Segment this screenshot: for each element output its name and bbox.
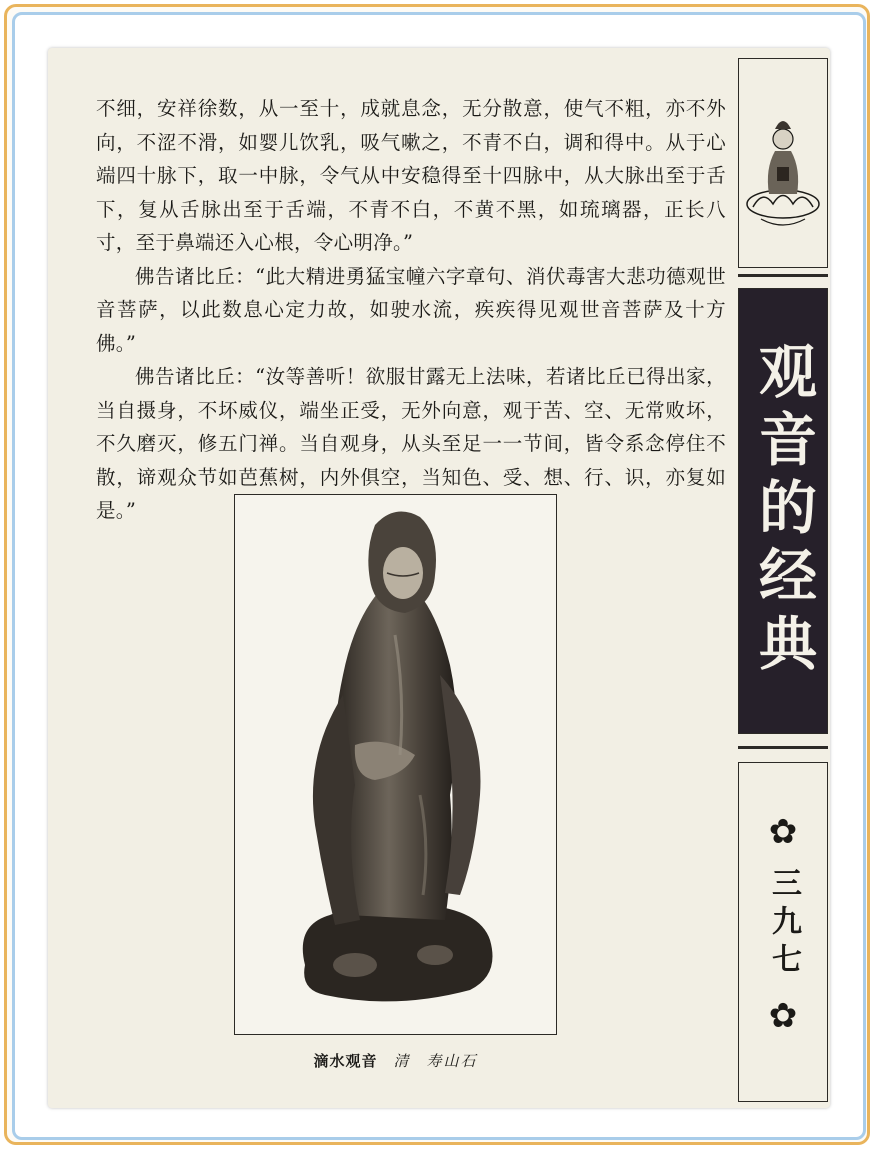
- page-number: 三九七: [766, 867, 801, 981]
- paragraph-1: 不细，安祥徐数，从一至十，成就息念，无分散意，使气不粗，亦不外向，不涩不滑，如婴儿饮乳，吸气嗽之，不青不白，调和得中。从于心端四十脉下，取一中脉，令气从中安稳得至十四脉中，从大脉出至于舌下，复从舌脉出至于舌端，不青不白，不黄不黑，如琉璃器，正长八寸，至于鼻端还入心根，令心明净。”: [96, 97, 726, 254]
- divider-rule-top: [738, 274, 828, 277]
- flower-ornament-icon: ✿: [768, 996, 798, 1036]
- photo-caption: [234, 1050, 557, 1071]
- guanyin-figure-icon: [739, 59, 827, 266]
- book-page: [48, 48, 830, 1108]
- caption-dynasty: 清: [393, 1052, 411, 1070]
- book-title: 观音的经典: [749, 341, 817, 681]
- paragraph-2: 佛告诸比丘：“此大精进勇猛宝幢六字章句、消伏毒害大悲功德观世音菩萨，以此数息心定力故，如驶水流，疾疾得见观世音菩萨及十方佛。”: [96, 264, 726, 355]
- statue-photo: [234, 494, 557, 1035]
- guanyin-emblem: [738, 58, 828, 268]
- page-number-panel: [738, 762, 828, 1102]
- caption-title: 滴水观音: [313, 1052, 378, 1070]
- book-title-banner: [738, 288, 828, 734]
- paragraph-3: 佛告诸比丘：“汝等善听！欲服甘露无上法味，若诸比丘已得出家，当自摄身，不坏威仪，端坐正受，无外向意，观于苦、空、无常败坏，不久磨灭，修五门禅。当自观身，从头至足一一节间，皆令系念停住不散，谛观众节如芭蕉树，内外俱空，当知色、受、想、行、识，亦复如是。”: [96, 365, 726, 522]
- divider-rule-bottom: [738, 746, 828, 749]
- caption-material: 寿山石: [426, 1052, 478, 1070]
- flower-ornament-icon: ✿: [768, 812, 798, 852]
- body-text: [96, 92, 726, 528]
- guanyin-statue-image: [235, 495, 555, 1033]
